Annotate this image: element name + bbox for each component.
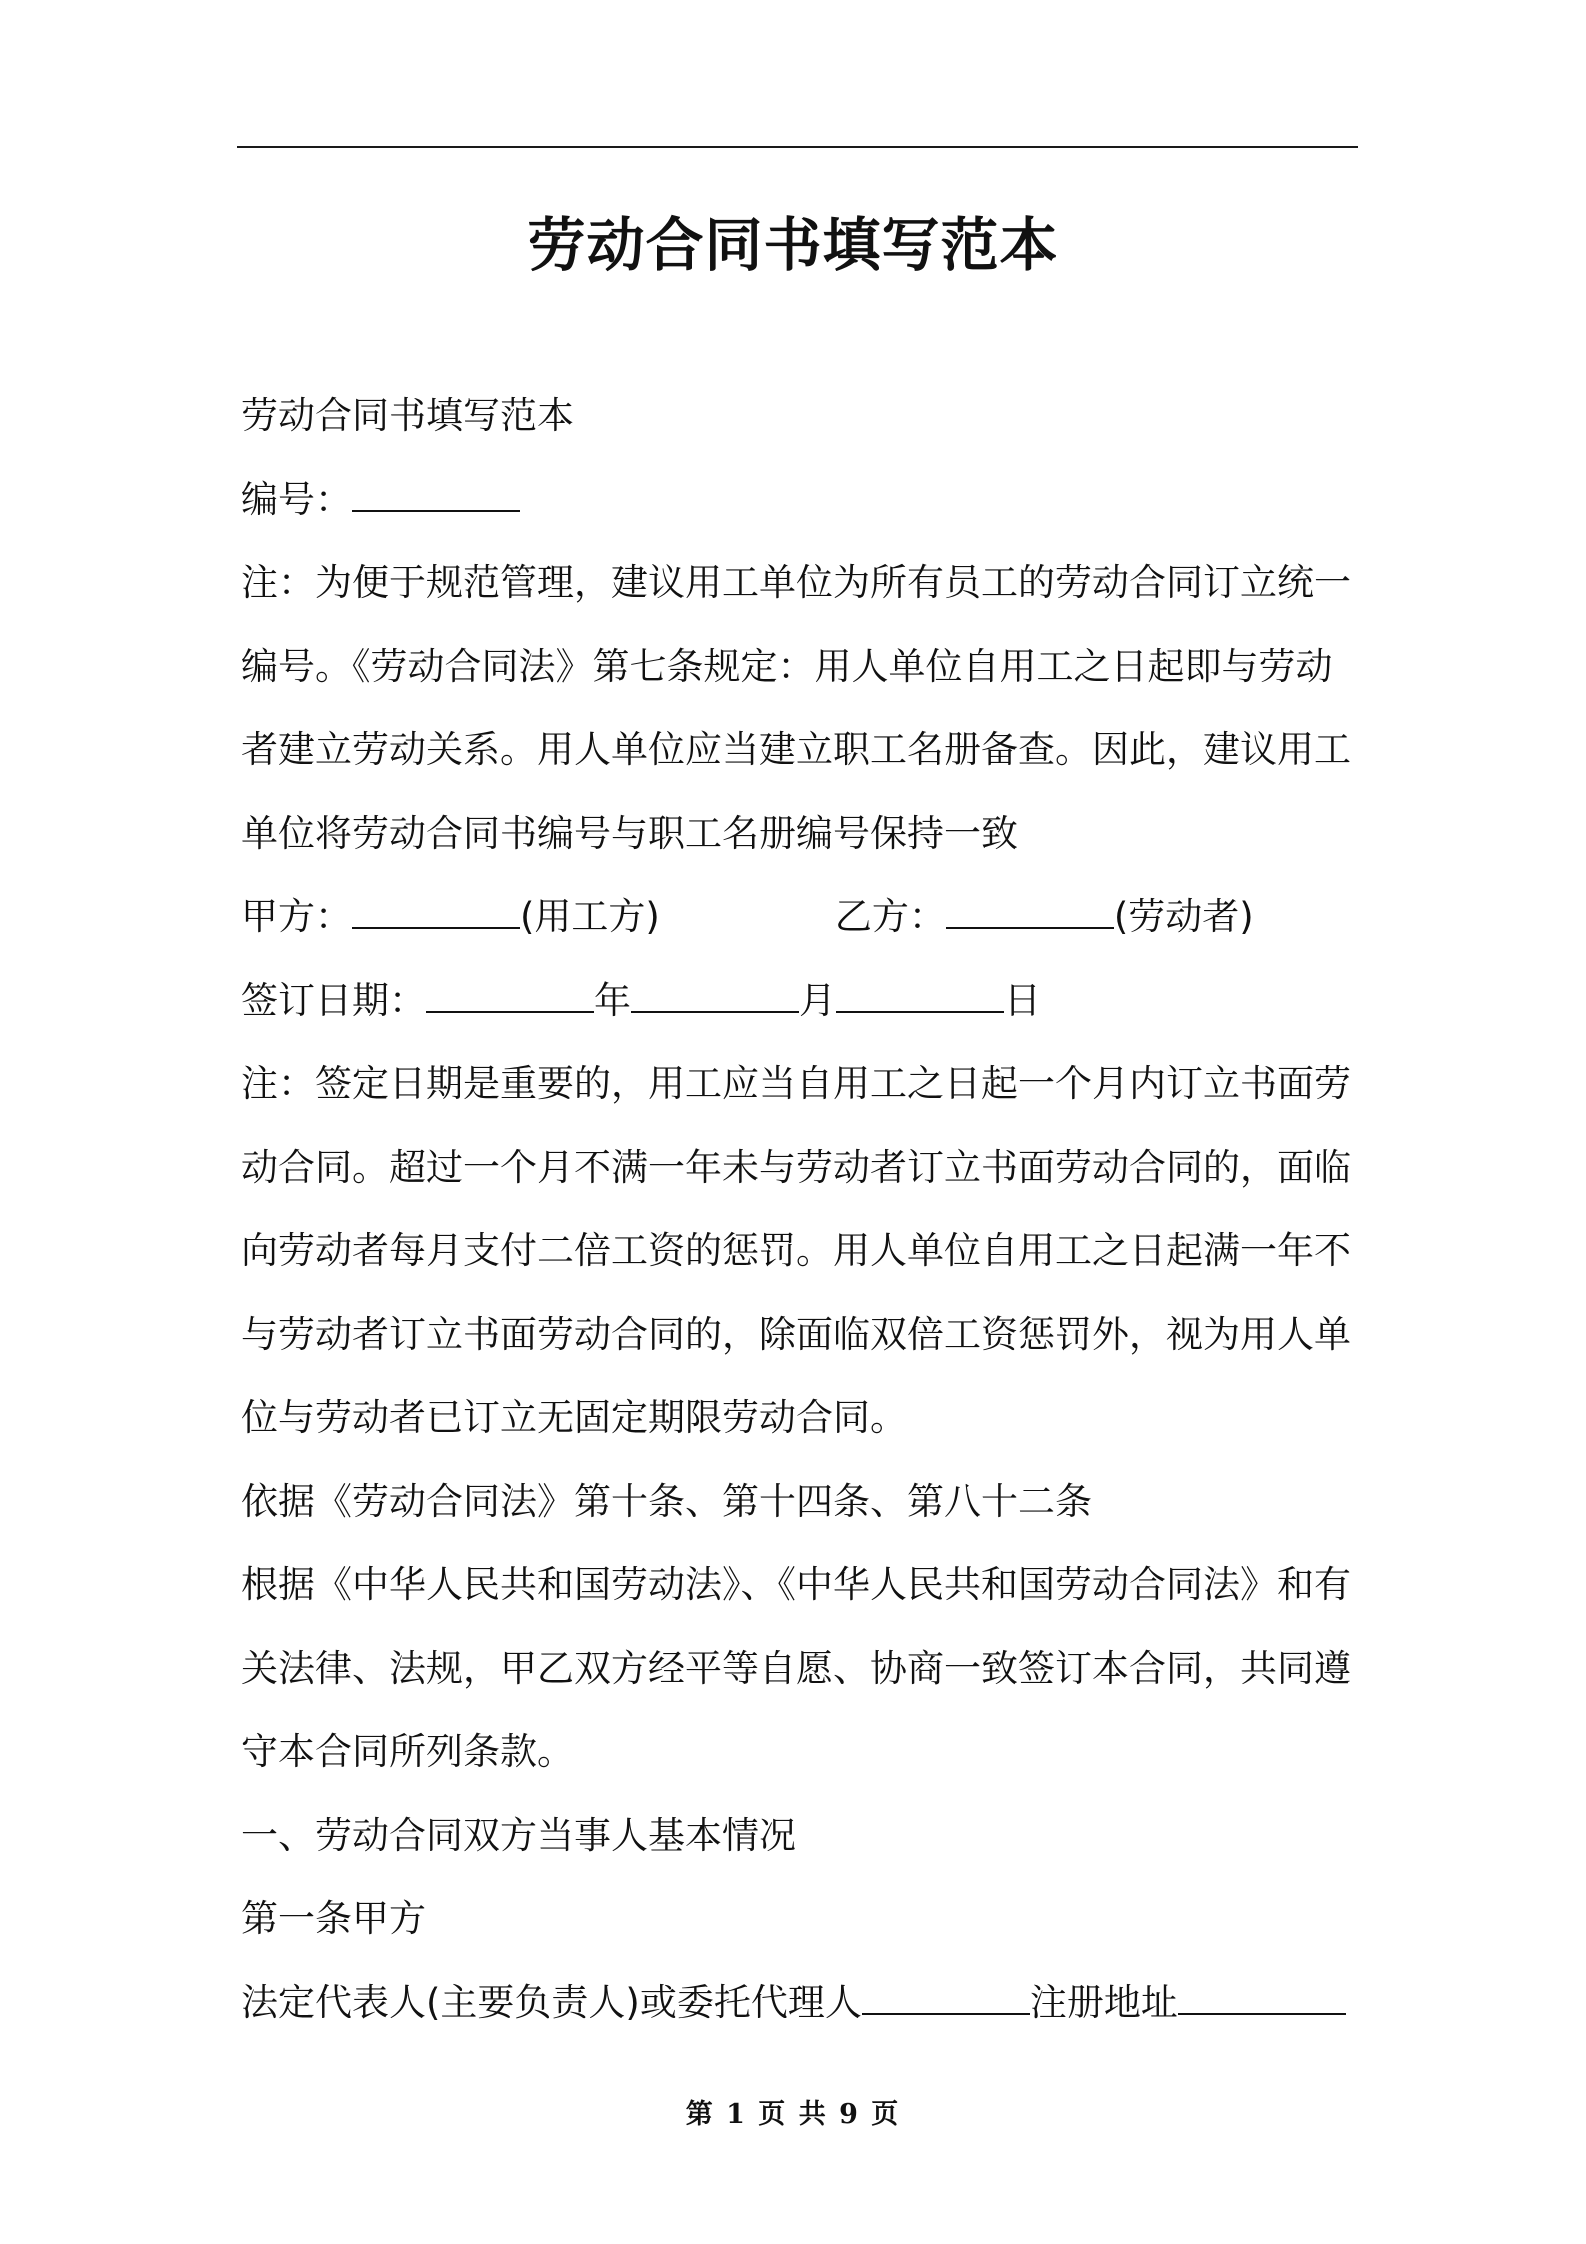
day-label: 日 — [1004, 978, 1041, 1022]
note2-line-3: 向劳动者每月支付二倍工资的惩罚。用人单位自用工之日起满一年不 — [241, 1229, 1351, 1272]
preamble-line-3: 守本合同所列条款。 — [241, 1730, 574, 1773]
preamble-line-1: 根据《中华人民共和国劳动法》、《中华人民共和国劳动合同法》和有 — [241, 1563, 1351, 1606]
note2-line-4: 与劳动者订立书面劳动合同的，除面临双倍工资惩罚外，视为用人单 — [241, 1312, 1351, 1356]
contract-number-blank[interactable] — [352, 466, 520, 512]
note1-line-4: 单位将劳动合同书编号与职工名册编号保持一致 — [241, 811, 1018, 855]
year-label: 年 — [594, 978, 631, 1022]
party-b-label: 乙方： — [834, 895, 946, 938]
article-1-heading: 第一条甲方 — [241, 1897, 426, 1940]
page-footer: 第 1 页 共 9 页 — [685, 2099, 901, 2130]
note1-line-1: 注：为便于规范管理，建议用工单位为所有员工的劳动合同订立统一 — [241, 561, 1351, 604]
contract-number-label: 编号： — [241, 477, 352, 521]
header-rule — [237, 146, 1358, 148]
party-b-suffix: (劳动者) — [1113, 895, 1254, 938]
note2-line-1: 注：签定日期是重要的，用工应当自用工之日起一个月内订立书面劳 — [241, 1062, 1351, 1105]
section-heading-1: 一、劳动合同双方当事人基本情况 — [241, 1813, 796, 1857]
note2-line-2: 动合同。超过一个月不满一年未与劳动者订立书面劳动合同的，面临 — [241, 1145, 1351, 1189]
parties-row — [241, 875, 1361, 959]
note1-line-3: 者建立劳动关系。用人单位应当建立职工名册备查。因此，建议用工 — [241, 728, 1351, 771]
party-a-label: 甲方： — [241, 895, 352, 938]
day-blank[interactable] — [836, 967, 1004, 1013]
month-blank[interactable] — [631, 967, 799, 1013]
month-label: 月 — [799, 978, 836, 1022]
address-blank[interactable] — [1178, 1969, 1346, 2015]
note1-line-2: 编号。《劳动合同法》第七条规定：用人单位自用工之日起即与劳动 — [241, 644, 1333, 688]
legal-rep-blank[interactable] — [862, 1969, 1030, 2015]
contract-number-row — [241, 458, 1361, 542]
year-blank[interactable] — [426, 967, 594, 1013]
sign-date-label: 签订日期： — [241, 978, 426, 1022]
party-a-blank[interactable] — [352, 883, 520, 929]
party-b-blank[interactable] — [946, 883, 1114, 929]
legal-rep-label: 法定代表人(主要负责人)或委托代理人 — [241, 1980, 862, 2024]
legal-rep-row — [241, 1961, 1361, 2045]
party-a-suffix: (用工方) — [520, 895, 660, 938]
note2-line-5: 位与劳动者已订立无固定期限劳动合同。 — [241, 1396, 907, 1439]
page-title: 劳动合同书填写范本 — [527, 211, 1059, 279]
legal-basis: 依据《劳动合同法》第十条、第十四条、第八十二条 — [241, 1479, 1092, 1523]
preamble-line-2: 关法律、法规，甲乙双方经平等自愿、协商一致签订本合同，共同遵 — [241, 1646, 1351, 1690]
sign-date-row — [241, 959, 1361, 1043]
subtitle: 劳动合同书填写范本 — [241, 394, 574, 437]
address-label: 注册地址 — [1029, 1980, 1178, 2024]
document-body — [241, 374, 1361, 2044]
